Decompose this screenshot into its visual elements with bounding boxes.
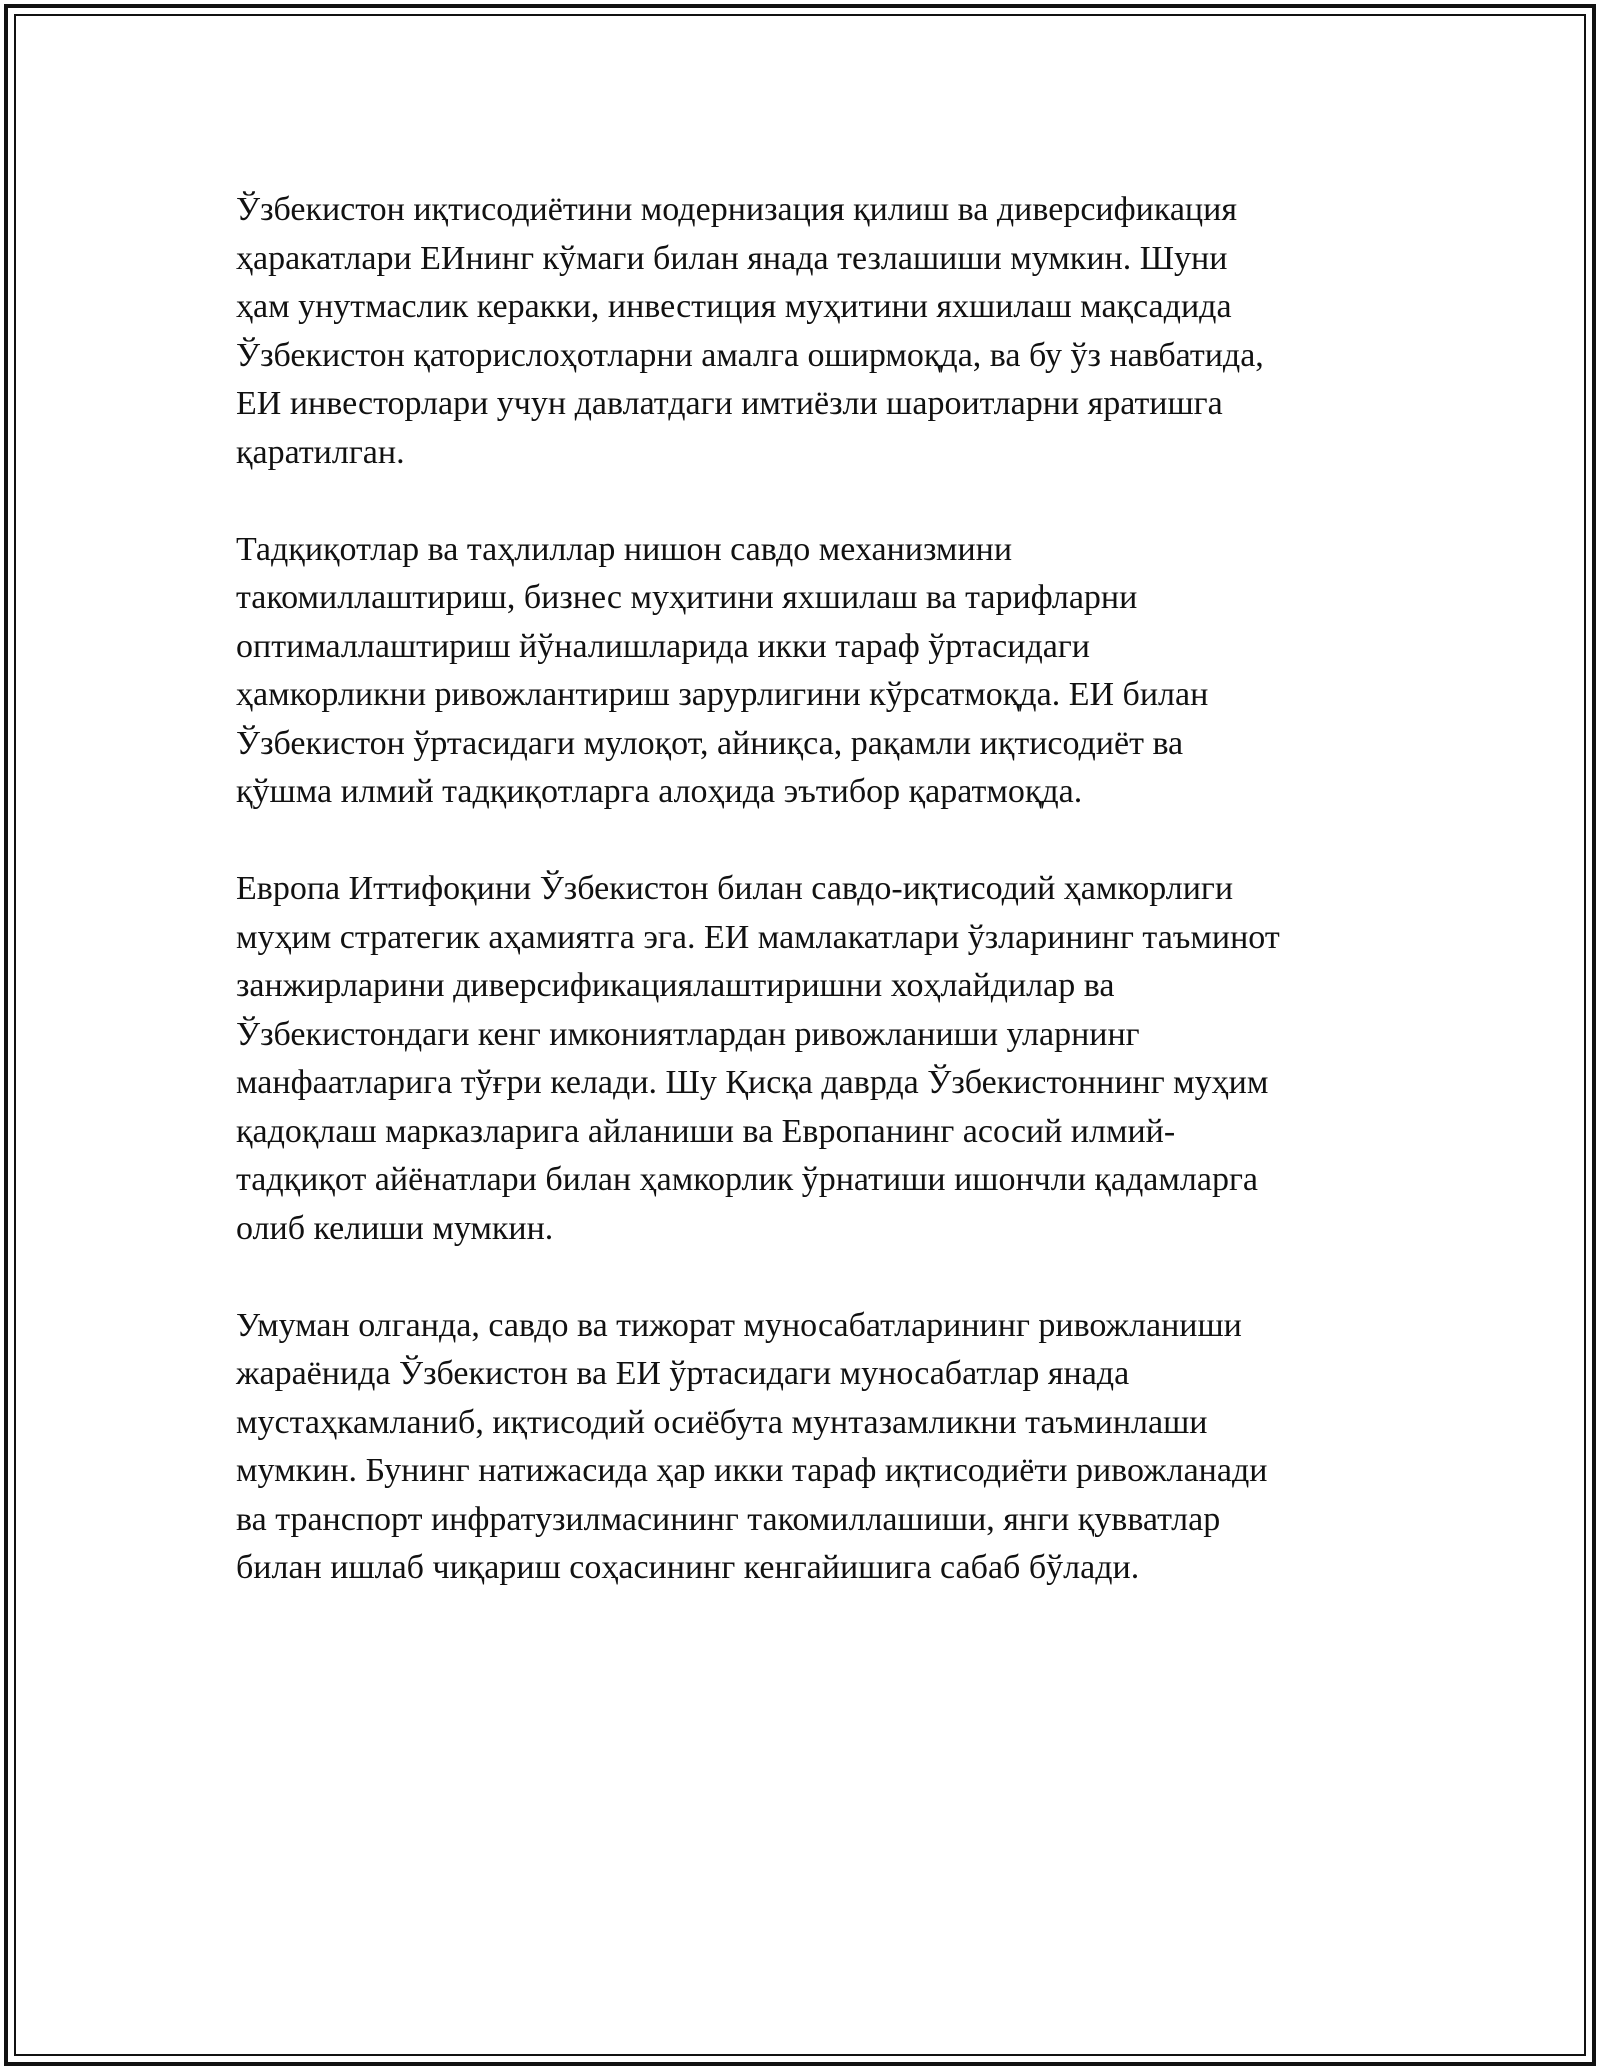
text-line: занжирларини диверсификациялаштиришни хоҳлайдилар ва — [236, 967, 1115, 1004]
text-line: такомиллаштириш, бизнес муҳитини яхшилаш ва тарифларни — [236, 579, 1138, 616]
text-line: қаратилган. — [236, 433, 405, 471]
text-line: мустаҳкамланиб, иқтисодий осиёбута мунтазамликни таъминлаши — [236, 1403, 1208, 1441]
document-body — [236, 186, 1376, 1641]
text-line: билан ишлаб чиқариш соҳасининг кенгайишига сабаб бўлади. — [236, 1549, 1140, 1586]
text-line: ҳамкорликни ривожлантириш зарурлигини кўрсатмоқда. ЕИ билан — [236, 676, 1209, 713]
text-line: мумкин. Бунинг натижасида ҳар икки тараф иқтисодиёти ривожланади — [236, 1452, 1268, 1489]
text-line: оптималлаштириш йўналишларида икки тараф ўртасидаги — [236, 627, 1090, 665]
text-line: Тадқиқотлар ва таҳлиллар нишон савдо механизмини — [236, 530, 1013, 568]
text-line: Ўзбекистон ўртасидаги мулоқот, айниқса, рақамли иқтисодиёт ва — [236, 724, 1184, 762]
text-line: ҳаракатлари ЕИнинг кўмаги билан янада тезлашиши мумкин. Шуни — [236, 239, 1228, 277]
text-line: ва транспорт инфратузилмасининг такомиллашиши, янги қувватлар — [236, 1500, 1221, 1538]
text-line: Умуман олганда, савдо ва тижорат муносабатларининг ривожланиши — [236, 1306, 1242, 1344]
text-line: Ўзбекистондаги кенг имкониятлардан ривожланиши уларнинг — [236, 1015, 1140, 1053]
text-line: ЕИ инвесторлари учун давлатдаги имтиёзли шароитларни яратишга — [236, 385, 1223, 422]
text-line: қўшма илмий тадқиқотларга алоҳида эътибор қаратмоқда. — [236, 773, 1083, 810]
text-line: Европа Иттифоқини Ўзбекистон билан савдо-иқтисодий ҳамкорлиги — [236, 870, 1234, 907]
text-line: Ўзбекистон қаторислоҳотларни амалга оширмоқда, ва бу ўз навбатида, — [236, 336, 1264, 374]
text-line: олиб келиши мумкин. — [236, 1209, 554, 1247]
paragraph-1 — [236, 186, 1376, 477]
text-line: муҳим стратегик аҳамиятга эга. ЕИ мамлакатлари ўзларининг таъминот — [236, 918, 1280, 956]
text-line: қадоқлаш марказларига айланиши ва Европанинг асосий илмий- — [236, 1112, 1176, 1150]
paragraph-2 — [236, 526, 1376, 817]
text-line: ҳам унутмаслик керакки, инвестиция муҳитини яхшилаш мақсадида — [236, 288, 1232, 325]
text-line: тадқиқот айёнатлари билан ҳамкорлик ўрнатиши ишончли қадамларга — [236, 1161, 1259, 1198]
paragraph-3 — [236, 865, 1376, 1253]
text-line: манфаатларига тўғри келади. Шу Қисқа даврда Ўзбекистоннинг муҳим — [236, 1064, 1269, 1101]
paragraph-4 — [236, 1302, 1376, 1593]
text-line: Ўзбекистон иқтисодиётини модернизация қилиш ва диверсификация — [236, 191, 1237, 228]
text-line: жараёнида Ўзбекистон ва ЕИ ўртасидаги муносабатлар янада — [236, 1355, 1130, 1392]
